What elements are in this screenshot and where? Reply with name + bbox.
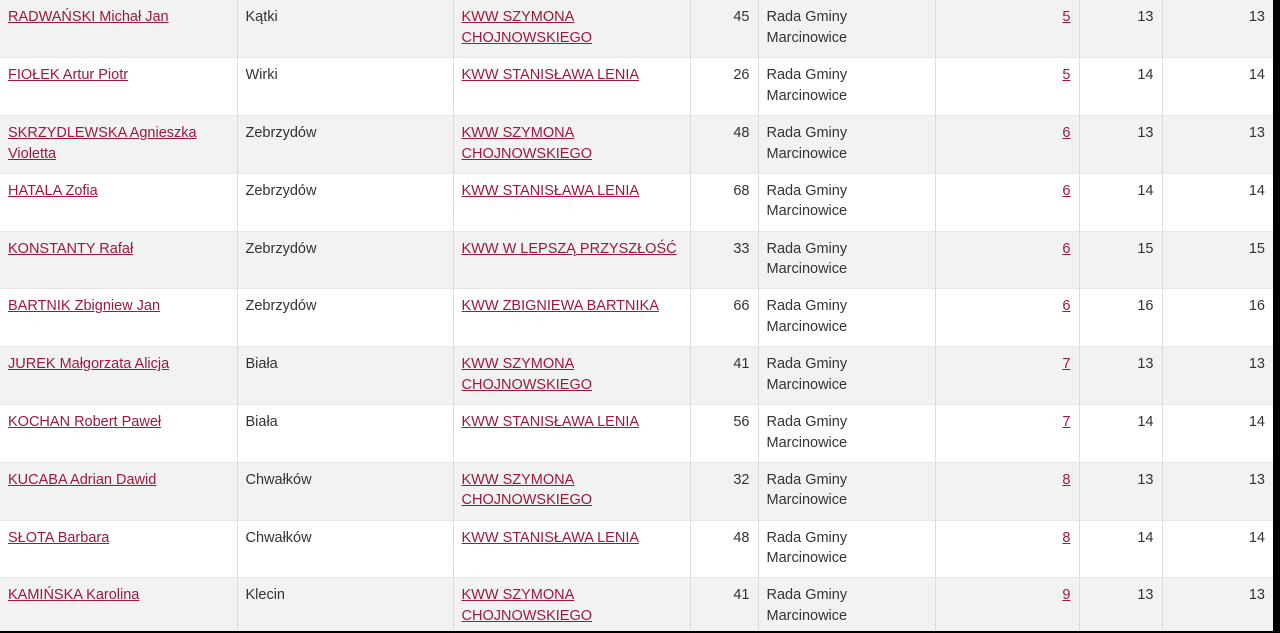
district-link[interactable]: 8: [1062, 471, 1071, 488]
age-cell: 32: [690, 462, 758, 520]
district-link[interactable]: 5: [1062, 67, 1071, 84]
committee-link[interactable]: KWW STANISŁAWA LENIA: [461, 182, 640, 199]
candidate-name-link[interactable]: KONSTANTY Rafał: [8, 240, 134, 257]
table-row: [0, 462, 1273, 520]
table-row: [0, 173, 1273, 231]
committee-cell: [453, 462, 690, 520]
locality-cell: Biała: [237, 405, 453, 463]
age-cell: 68: [690, 173, 758, 231]
list-position-cell: 16: [1079, 289, 1162, 347]
candidate-name-link[interactable]: FIOŁEK Artur Piotr: [8, 67, 129, 84]
locality-cell: Wirki: [237, 58, 453, 116]
locality-cell: Chwałków: [237, 462, 453, 520]
ballot-number-cell: 13: [1162, 578, 1273, 631]
council-cell: Rada Gminy Marcinowice: [758, 58, 935, 116]
council-cell: Rada Gminy Marcinowice: [758, 0, 935, 58]
ballot-number-cell: 14: [1162, 520, 1273, 578]
district-cell: [935, 116, 1079, 174]
age-cell: 41: [690, 347, 758, 405]
candidate-name-link[interactable]: SKRZYDLEWSKA Agnieszka Violetta: [8, 125, 197, 162]
committee-link[interactable]: KWW SZYMONA CHOJNOWSKIEGO: [461, 9, 593, 46]
committee-cell: [453, 405, 690, 463]
locality-cell: Zebrzydów: [237, 173, 453, 231]
committee-cell: [453, 0, 690, 58]
table-row: [0, 0, 1273, 58]
council-cell: Rada Gminy Marcinowice: [758, 578, 935, 631]
locality-cell: Klecin: [237, 578, 453, 631]
council-cell: Rada Gminy Marcinowice: [758, 520, 935, 578]
committee-link[interactable]: KWW SZYMONA CHOJNOWSKIEGO: [461, 125, 593, 162]
candidate-name-link[interactable]: JUREK Małgorzata Alicja: [8, 356, 170, 373]
age-cell: 45: [690, 0, 758, 58]
name-cell: [0, 462, 237, 520]
district-cell: [935, 173, 1079, 231]
candidate-name-link[interactable]: KOCHAN Robert Paweł: [8, 414, 162, 431]
district-cell: [935, 405, 1079, 463]
council-cell: Rada Gminy Marcinowice: [758, 231, 935, 289]
candidate-name-link[interactable]: KUCABA Adrian Dawid: [8, 471, 157, 488]
candidate-name-link[interactable]: BARTNIK Zbigniew Jan: [8, 298, 161, 315]
district-link[interactable]: 6: [1062, 240, 1071, 257]
district-cell: [935, 231, 1079, 289]
district-link[interactable]: 6: [1062, 182, 1071, 199]
committee-cell: [453, 347, 690, 405]
list-position-cell: 14: [1079, 58, 1162, 116]
district-cell: [935, 58, 1079, 116]
committee-cell: [453, 289, 690, 347]
candidate-name-link[interactable]: HATALA Zofia: [8, 182, 98, 199]
list-position-cell: 13: [1079, 0, 1162, 58]
list-position-cell: 13: [1079, 462, 1162, 520]
ballot-number-cell: 13: [1162, 116, 1273, 174]
committee-link[interactable]: KWW STANISŁAWA LENIA: [461, 67, 640, 84]
candidate-name-link[interactable]: RADWAŃSKI Michał Jan: [8, 9, 169, 25]
district-link[interactable]: 6: [1062, 125, 1071, 142]
district-link[interactable]: 7: [1062, 414, 1071, 431]
name-cell: [0, 578, 237, 631]
council-cell: Rada Gminy Marcinowice: [758, 173, 935, 231]
name-cell: [0, 0, 237, 58]
ballot-number-cell: 16: [1162, 289, 1273, 347]
list-position-cell: 14: [1079, 520, 1162, 578]
locality-cell: Zebrzydów: [237, 116, 453, 174]
district-link[interactable]: 9: [1062, 587, 1071, 604]
name-cell: [0, 173, 237, 231]
district-cell: [935, 0, 1079, 58]
age-cell: 66: [690, 289, 758, 347]
committee-link[interactable]: KWW STANISŁAWA LENIA: [461, 414, 640, 431]
committee-cell: [453, 173, 690, 231]
district-cell: [935, 347, 1079, 405]
locality-cell: Zebrzydów: [237, 231, 453, 289]
name-cell: [0, 116, 237, 174]
age-cell: 56: [690, 405, 758, 463]
list-position-cell: 15: [1079, 231, 1162, 289]
name-cell: [0, 231, 237, 289]
district-cell: [935, 520, 1079, 578]
list-position-cell: 14: [1079, 173, 1162, 231]
name-cell: [0, 347, 237, 405]
district-cell: [935, 289, 1079, 347]
committee-link[interactable]: KWW STANISŁAWA LENIA: [461, 529, 640, 546]
council-cell: Rada Gminy Marcinowice: [758, 405, 935, 463]
council-cell: Rada Gminy Marcinowice: [758, 347, 935, 405]
table-row: [0, 116, 1273, 174]
ballot-number-cell: 14: [1162, 405, 1273, 463]
list-position-cell: 14: [1079, 405, 1162, 463]
name-cell: [0, 405, 237, 463]
ballot-number-cell: 14: [1162, 173, 1273, 231]
council-cell: Rada Gminy Marcinowice: [758, 462, 935, 520]
list-position-cell: 13: [1079, 116, 1162, 174]
committee-link[interactable]: KWW SZYMONA CHOJNOWSKIEGO: [461, 356, 593, 393]
table-row: [0, 58, 1273, 116]
table-row: [0, 520, 1273, 578]
district-link[interactable]: 8: [1062, 529, 1071, 546]
committee-cell: [453, 58, 690, 116]
age-cell: 48: [690, 116, 758, 174]
list-position-cell: 13: [1079, 347, 1162, 405]
ballot-number-cell: 13: [1162, 462, 1273, 520]
candidate-name-link[interactable]: SŁOTA Barbara: [8, 529, 110, 546]
ballot-number-cell: 13: [1162, 347, 1273, 405]
ballot-number-cell: 14: [1162, 58, 1273, 116]
district-link[interactable]: 6: [1062, 298, 1071, 315]
name-cell: [0, 520, 237, 578]
table-row: [0, 405, 1273, 463]
district-link[interactable]: 7: [1062, 356, 1071, 373]
committee-link[interactable]: KWW SZYMONA CHOJNOWSKIEGO: [461, 587, 593, 624]
district-link[interactable]: 5: [1062, 9, 1071, 25]
ballot-number-cell: 15: [1162, 231, 1273, 289]
age-cell: 41: [690, 578, 758, 631]
table-row: [0, 289, 1273, 347]
table-row: [0, 347, 1273, 405]
committee-link[interactable]: KWW ZBIGNIEWA BARTNIKA: [461, 298, 659, 315]
district-cell: [935, 578, 1079, 631]
district-cell: [935, 462, 1079, 520]
ballot-number-cell: 13: [1162, 0, 1273, 58]
locality-cell: Biała: [237, 347, 453, 405]
name-cell: [0, 289, 237, 347]
committee-link[interactable]: KWW SZYMONA CHOJNOWSKIEGO: [461, 471, 593, 509]
age-cell: 48: [690, 520, 758, 578]
committee-cell: [453, 116, 690, 174]
council-cell: Rada Gminy Marcinowice: [758, 289, 935, 347]
locality-cell: Zebrzydów: [237, 289, 453, 347]
candidate-name-link[interactable]: KAMIŃSKA Karolina: [8, 587, 140, 604]
age-cell: 33: [690, 231, 758, 289]
committee-link[interactable]: KWW W LEPSZĄ PRZYSZŁOŚĆ: [461, 240, 677, 257]
committee-cell: [453, 520, 690, 578]
list-position-cell: 13: [1079, 578, 1162, 631]
table-row: [0, 578, 1273, 631]
window-edge: [1273, 0, 1280, 633]
locality-cell: Chwałków: [237, 520, 453, 578]
name-cell: [0, 58, 237, 116]
locality-cell: Kątki: [237, 0, 453, 58]
committee-cell: [453, 231, 690, 289]
committee-cell: [453, 578, 690, 631]
council-cell: Rada Gminy Marcinowice: [758, 116, 935, 174]
table-row: [0, 231, 1273, 289]
age-cell: 26: [690, 58, 758, 116]
